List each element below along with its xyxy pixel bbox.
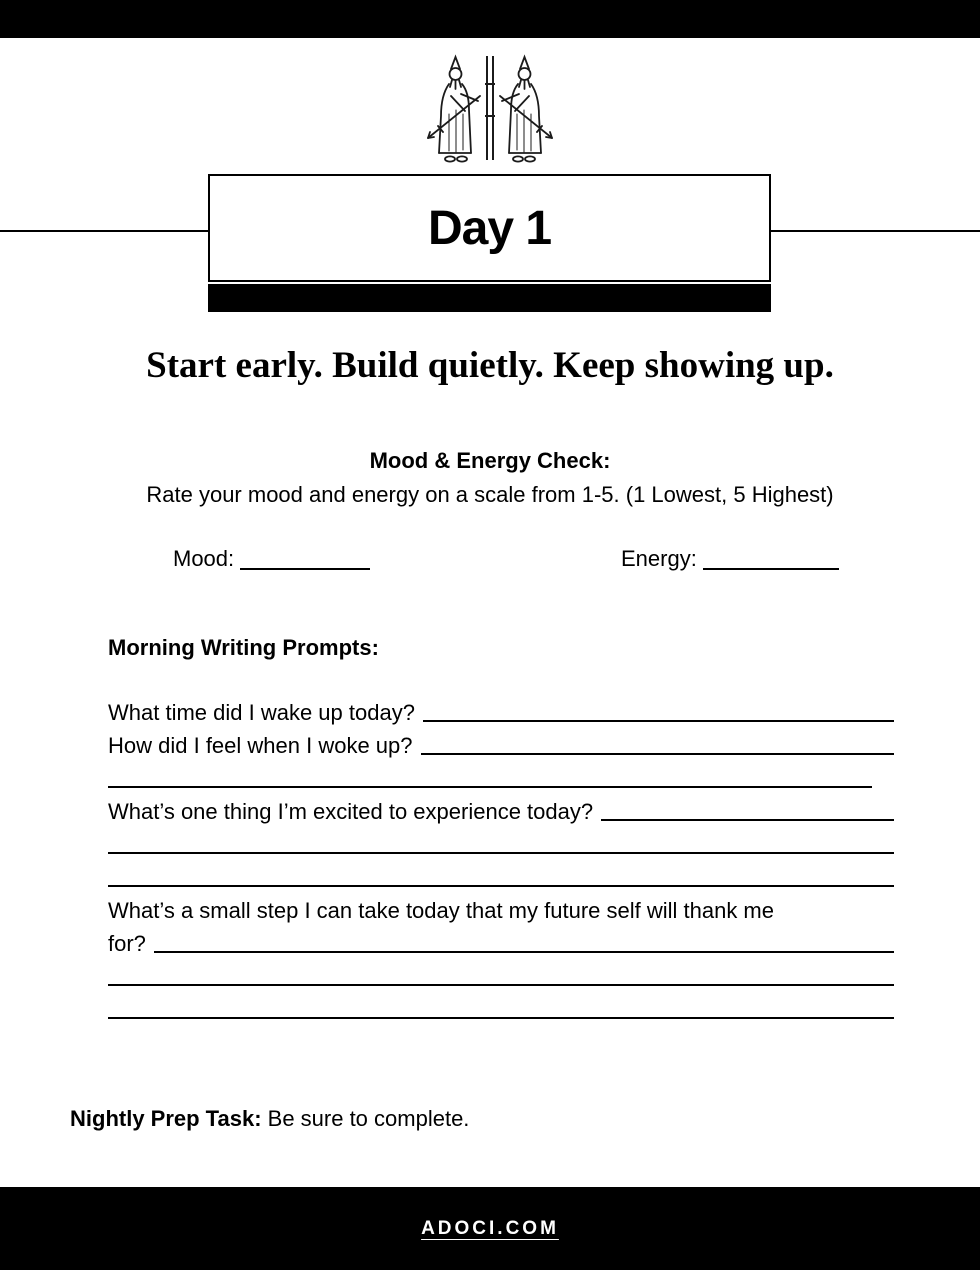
morning-prompts-heading: Morning Writing Prompts: [108,635,379,660]
fill-in-blank-line [421,751,894,755]
mood-energy-row [0,546,980,578]
prompt-row [108,727,894,760]
mood-label: Mood: [173,546,235,571]
nightly-prep-task [70,1106,469,1132]
fill-in-blank-line [154,949,894,953]
prompt-row [108,793,894,826]
prompt-row [108,694,894,727]
mood-field [173,546,370,572]
fill-in-blank-line [601,817,894,821]
fill-in-blank-line [108,850,894,854]
prompts-list [108,694,894,1024]
prompt-question: What time did I wake up today? [108,700,415,725]
nightly-prep-label: Nightly Prep Task: [70,1106,262,1131]
blank-write-line-row [108,991,894,1024]
prompt-question: What’s one thing I’m excited to experience today? [108,799,594,824]
prompt-question: What’s a small step I can take today that my future self will thank me [108,898,774,923]
blank-write-line-row [108,760,894,793]
nightly-prep-text: Be sure to complete. [261,1106,470,1131]
prompt-question: for? [108,931,146,956]
day-title: Day 1 [427,201,552,255]
blank-write-line-row [108,826,894,859]
energy-blank-line [703,566,839,570]
blank-write-line-row [108,958,894,991]
footer-site-link[interactable]: ADOCI.COM [421,1217,559,1239]
energy-label: Energy: [621,546,697,571]
twin-guardian-figures-icon [420,52,560,166]
fill-in-blank-line [108,982,894,986]
prompt-row [108,925,894,958]
fill-in-blank-line [423,718,894,722]
daily-quote: Start early. Build quietly. Keep showing up. [146,345,834,386]
mood-energy-instructions: Rate your mood and energy on a scale from 1-5. (1 Lowest, 5 Highest) [146,482,834,507]
fill-in-blank-line [108,1015,894,1019]
prompt-question: How did I feel when I woke up? [108,733,413,758]
prompt-row [108,892,894,925]
mood-energy-heading: Mood & Energy Check: [369,448,611,473]
fill-in-blank-line [108,883,894,887]
day-title-box [208,174,771,282]
day-title-shadow-bar [208,284,771,312]
energy-field [621,546,839,572]
blank-write-line-row [108,859,894,892]
top-black-bar [0,0,980,38]
mood-blank-line [240,566,370,570]
fill-in-blank-line [108,784,872,788]
footer-bar [0,1187,980,1270]
